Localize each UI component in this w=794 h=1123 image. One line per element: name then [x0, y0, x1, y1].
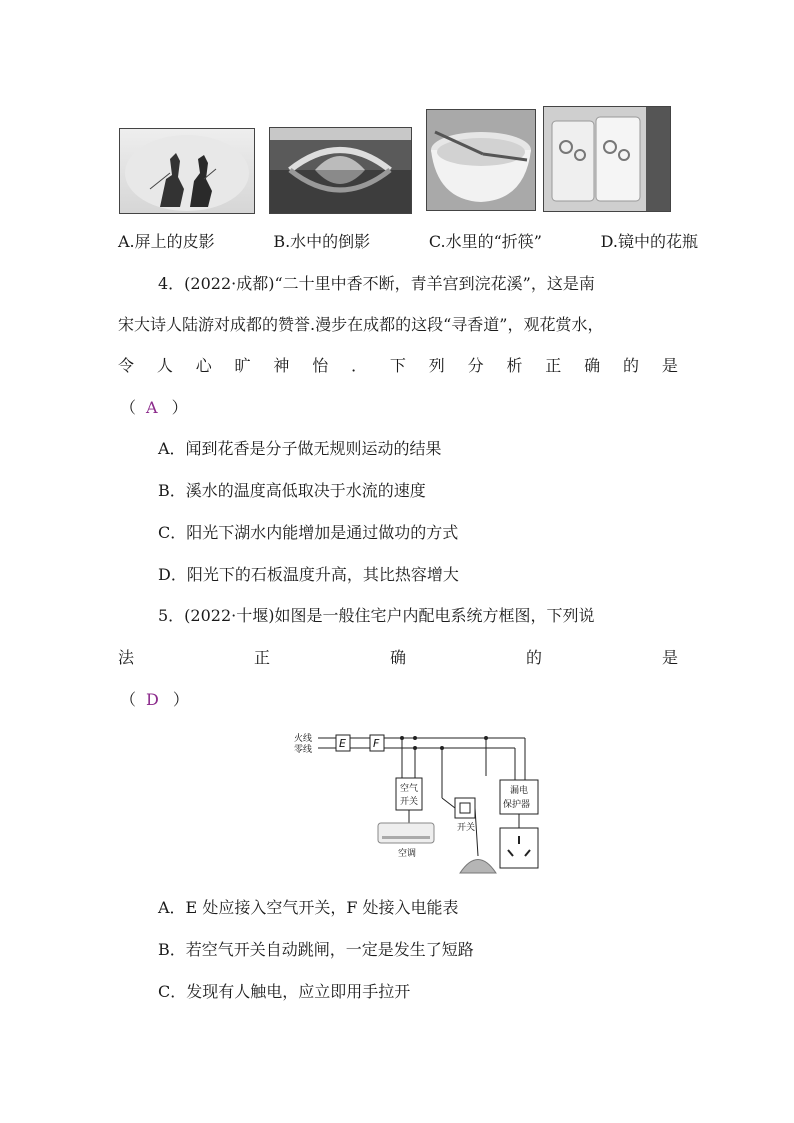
lamp-wire-a — [442, 798, 455, 808]
q5-answer-paren — [120, 689, 189, 711]
image-vase-mirror — [543, 106, 671, 212]
q5-option-c: C．发现有人触电，应立即用手拉开 — [158, 982, 411, 1001]
shadow-puppet-figure — [120, 129, 254, 213]
q3-option-c: C.水里的“折筷” — [428, 232, 542, 251]
q4-line3-char: 令 — [118, 356, 135, 375]
q4-line3-char: 确 — [584, 356, 601, 375]
q4-line3-char: ． — [351, 356, 368, 375]
q4-line3-char: 神 — [273, 356, 290, 375]
q5-stem-line2 — [118, 647, 678, 669]
q4-option-c: C．阳光下湖水内能增加是通过做功的方式 — [158, 523, 459, 542]
neutral-wire-label: 零线 — [294, 745, 313, 755]
q5-stem-line1: 5．(2022·十堰)如图是一般住宅户内配电系统方框图，下列说 — [158, 606, 595, 625]
ac-unit-vent — [382, 836, 430, 839]
q4-line3-char: 的 — [622, 356, 639, 375]
q4-line3-char: 人 — [156, 356, 173, 375]
image-chopsticks-bowl — [426, 109, 536, 211]
q4-line3-char: 析 — [506, 356, 523, 375]
q5-answer: D — [146, 690, 159, 709]
q5-line2-char: 的 — [525, 648, 542, 667]
q4-line3-char: 列 — [428, 356, 445, 375]
leakage-protector-label-1: 漏电 — [510, 786, 529, 796]
box-f-label: F — [373, 737, 380, 750]
distribution-system-diagram — [290, 728, 540, 876]
q4-stem-line1: 4．(2022·成都)“二十里中香不断，青羊宫到浣花溪”，这是南 — [158, 274, 595, 293]
q5-line2-char: 确 — [389, 648, 406, 667]
q4-line3-char: 心 — [195, 356, 212, 375]
q4-stem-line2: 宋大诗人陆游对成都的赞誉.漫步在成都的这段“寻香道”，观花赏水， — [118, 315, 604, 334]
q3-option-d: D.镜中的花瓶 — [600, 232, 698, 251]
q4-paren-close: ） — [171, 398, 188, 417]
q5-line2-char: 法 — [118, 648, 135, 667]
live-wire-label: 火线 — [294, 734, 313, 744]
box-e-label: E — [339, 737, 346, 750]
switch-label: 开关 — [457, 823, 476, 833]
q4-line3-char: 怡 — [312, 356, 329, 375]
q4-option-a: A．闻到花香是分子做无规则运动的结果 — [158, 439, 442, 458]
q4-stem-line3 — [118, 355, 678, 377]
bridge-reflection-figure — [270, 128, 411, 213]
junction-dot — [413, 736, 417, 740]
image-bridge-reflection — [269, 127, 412, 214]
q4-line3-char: 正 — [545, 356, 562, 375]
switch-inner — [460, 803, 470, 813]
vase-mirror-figure — [544, 107, 670, 211]
q4-line3-char: 是 — [661, 356, 678, 375]
q3-options-row — [118, 231, 698, 253]
q5-option-a: A．E 处应接入空气开关，F 处接入电能表 — [158, 898, 459, 917]
lamp-cord — [475, 808, 478, 856]
q4-option-d: D．阳光下的石板温度升高，其比热容增大 — [158, 565, 459, 584]
air-switch-label-2: 开关 — [400, 797, 419, 807]
q4-paren-open: （ — [120, 398, 137, 417]
ac-unit — [378, 823, 434, 843]
socket — [500, 828, 538, 868]
ac-label: 空调 — [398, 849, 417, 859]
leakage-protector-label-2: 保护器 — [503, 800, 531, 810]
q5-line2-char: 是 — [661, 648, 678, 667]
q5-paren-open: （ — [120, 690, 137, 709]
image-shadow-puppet — [119, 128, 255, 214]
q3-option-a: A.屏上的皮影 — [118, 232, 215, 251]
lamp-shade — [460, 860, 496, 874]
q4-line3-char: 分 — [467, 356, 484, 375]
q5-paren-close: ） — [172, 690, 189, 709]
q4-option-b: B．溪水的温度高低取决于水流的速度 — [158, 481, 426, 500]
q5-option-b: B．若空气开关自动跳闸，一定是发生了短路 — [158, 940, 474, 959]
chopsticks-bowl-figure — [427, 110, 535, 210]
q4-answer: A — [146, 398, 158, 417]
q4-line3-char: 下 — [389, 356, 406, 375]
q3-option-b: B.水中的倒影 — [273, 232, 371, 251]
q4-answer-paren — [120, 397, 188, 419]
q5-line2-char: 正 — [253, 648, 270, 667]
air-switch-label-1: 空气 — [400, 784, 419, 794]
q4-line3-char: 旷 — [234, 356, 251, 375]
